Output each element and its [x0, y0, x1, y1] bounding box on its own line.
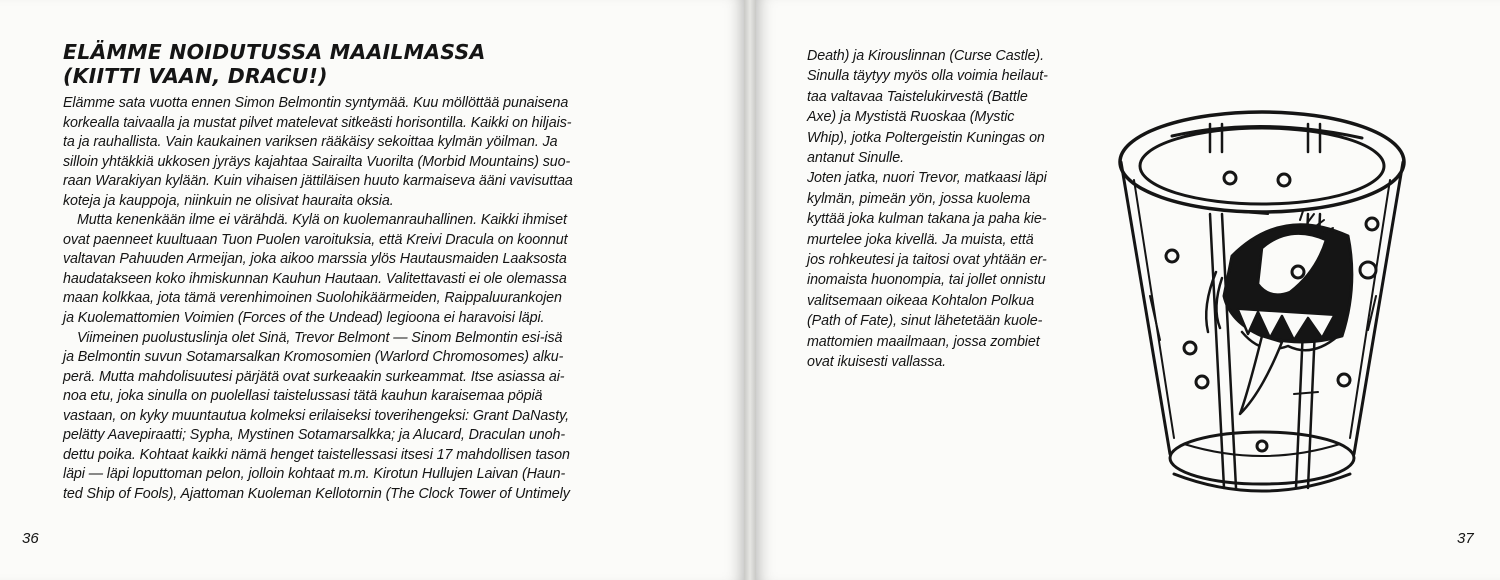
text-line: valitsemaan oikeaa Kohtalon Polkua	[807, 292, 1035, 309]
text-line: ja Kuolemattomien Voimien (Forces of the Undead) legioona ei haravoisi läpi.	[63, 310, 545, 327]
text-line: Sinulla täytyy myös olla voimia heilaut-	[807, 68, 1048, 85]
page-number-left: 36	[22, 530, 39, 547]
text-line: kylmän, pimeän yön, jossa kuolema	[807, 190, 1031, 207]
text-line: inomaista huonompia, tai jollet onnistu	[807, 272, 1046, 289]
text-line: ta ja rauhallista. Vain kaukainen variksen rääkäisy sekoittaa kylmän yöilman. Ja	[63, 134, 558, 151]
text-line: (Path of Fate), sinut lähetetään kuole-	[807, 313, 1043, 330]
text-line: jos rohkeutesi ja taitosi ovat yhtään er-	[807, 252, 1047, 269]
heading-line: ELÄMME NOIDUTUSSA MAAILMASSA	[63, 40, 486, 64]
text-line: taa valtavaa Taistelukirvestä (Battle	[807, 88, 1028, 105]
text-line: maan kolkkaa, jota tämä verenhimoinen Suolohikäärmeiden, Raippaluurankojen	[63, 290, 562, 307]
text-line: Axe) ja Mystistä Ruoskaa (Mystic	[807, 109, 1015, 126]
text-line: Death) ja Kirouslinnan (Curse Castle).	[807, 48, 1044, 64]
text-line: perä. Mutta mahdolisuutesi pärjätä ovat surkeaakin surkeammat. Itse asiassa ai-	[63, 368, 565, 385]
text-line: pelätty Aavepiraatti; Sypha, Mystinen Sotamarsalkka; ja Alucard, Draculan unoh-	[63, 427, 566, 444]
text-line: Elämme sata vuotta ennen Simon Belmontin syntymää. Kuu möllöttää punaisena	[63, 95, 569, 111]
book-gutter	[744, 0, 756, 580]
text-line: murtelee joka kivellä. Ja muista, että	[807, 231, 1034, 248]
text-line: noa etu, joka sinulla on puolellasi taistelussasi tätä kauhun karaisemaa pöpiä	[63, 388, 543, 405]
page-number-right: 37	[1457, 530, 1474, 547]
chapter-heading	[63, 40, 486, 88]
text-line: dettu poika. Kohtaat kaikki nämä henget taistellessasi itsesi 17 mahdollisen tason	[63, 446, 570, 463]
right-body-text	[807, 46, 1117, 373]
text-line: Joten jatka, nuori Trevor, matkaasi läpi	[807, 170, 1047, 187]
text-line: koteja ja kauppoja, niinkuin ne olisivat hauraita oksia.	[63, 192, 394, 209]
text-line: läpi — läpi loputtoman pelon, jolloin kohtaat m.m. Kirotun Hullujen Laivan (Haun-	[63, 466, 566, 483]
heading-line: (KIITTI VAAN, DRACU!)	[63, 64, 328, 88]
text-line: Viimeinen puolustuslinja olet Sinä, Trevor Belmont — Sinom Belmontin esi-isä	[77, 329, 563, 346]
text-line: Mutta kenenkään ilme ei värähdä. Kylä on kuolemanrauhallinen. Kaikki ihmiset	[77, 212, 567, 229]
text-line: ovat ikuisesti vallassa.	[807, 354, 947, 371]
left-body-text	[63, 94, 703, 504]
text-line: Whip), jotka Poltergeistin Kuningas on	[807, 129, 1045, 146]
text-line: silloin yhtäkkiä ukkosen jyräys kajahtaa Sairailta Vuorilta (Morbid Mountains) suo-	[63, 153, 571, 170]
monster-in-jar-illustration	[1112, 96, 1412, 506]
text-line: ted Ship of Fools), Ajattoman Kuoleman Kellotornin (The Clock Tower of Untimely	[63, 485, 570, 502]
left-page	[0, 0, 744, 580]
text-line: haudatakseen koko ihmiskunnan Kauhun Hautaan. Valitettavasti ei ole olemassa	[63, 270, 567, 287]
text-line: antanut Sinulle.	[807, 150, 904, 167]
text-line: raan Warakiyan kylään. Kuin vihaisen jättiläisen huuto karmaiseva ääni vavisuttaa	[63, 173, 573, 190]
text-line: ja Belmontin suvun Sotamarsalkan Kromosomien (Warlord Chromosomes) alku-	[63, 349, 564, 366]
text-line: ovat paenneet kuultuaan Tuon Puolen varoituksia, että Kreivi Dracula on koonnut	[63, 231, 568, 248]
text-line: mattomien maailmaan, jossa zombiet	[807, 333, 1040, 350]
text-line: valtavan Pahuuden Armeijan, joka aikoo marssia ylös Hautausmaiden Laaksosta	[63, 251, 567, 268]
text-line: kyttää joka kulman takana ja paha kie-	[807, 211, 1047, 228]
text-line: korkealla taivaalla ja mustat pilvet matelevat sitkeästi horisontilla. Kaikki on hiljais-	[63, 114, 572, 131]
text-line: vastaan, on kyky muuntautua kolmeksi erilaiseksi toverihengeksi: Grant DaNasty,	[63, 407, 569, 424]
